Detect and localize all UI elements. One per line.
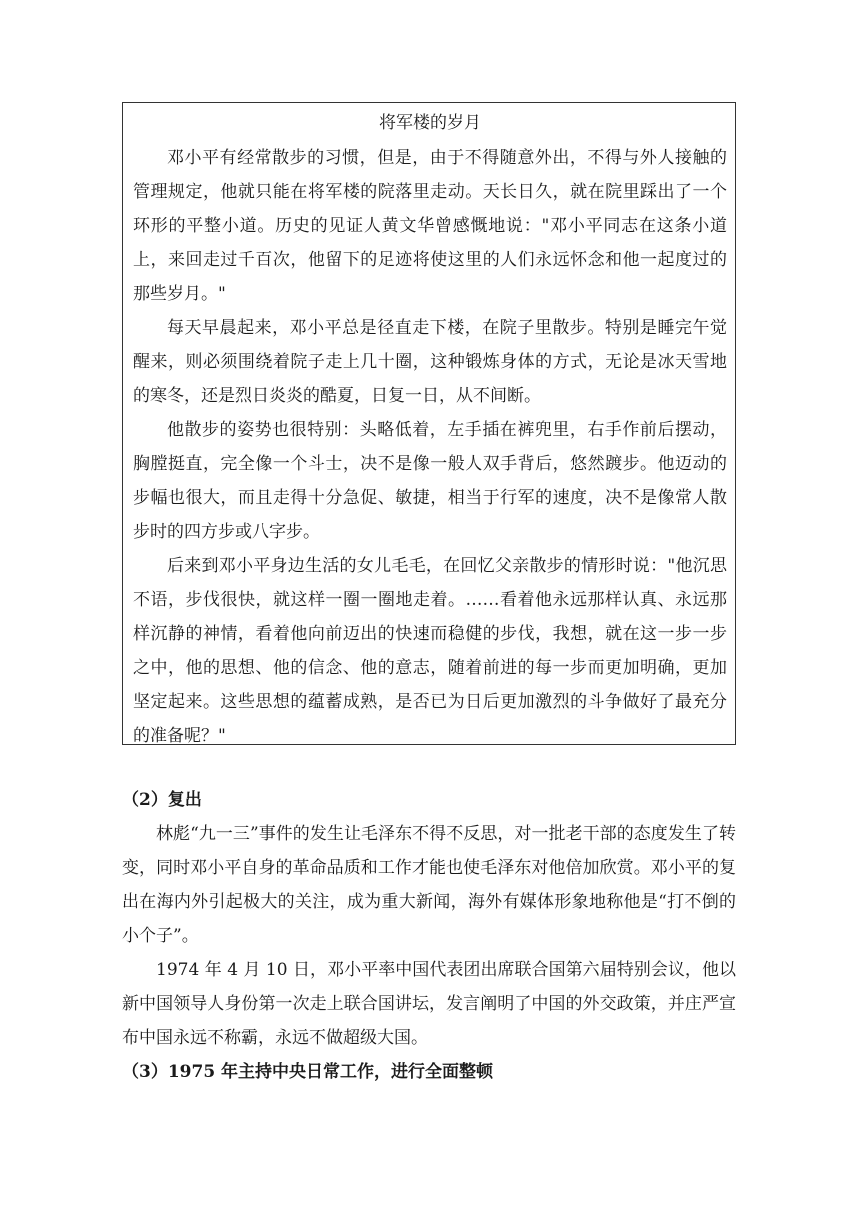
section-2-paragraph-1: 林彪“九一三”事件的发生让毛泽东不得不反思，对一批老干部的态度发生了转变，同时邓小平自身的革命品质和工作才能也使毛泽东对他倍加欣赏。邓小平的复出在海内外引起极大的关注，成为重大新闻，海外有媒体形象地称他是“打不倒的小个子”。 — [122, 824, 736, 946]
section-2-heading: （2）复出 — [122, 790, 202, 810]
section-2-paragraph-2: 1974 年 4 月 10 日，邓小平率中国代表团出席联合国第六届特别会议，他以新中国领导人身份第一次走上联合国讲坛，发言阐明了中国的外交政策，并庄严宣布中国永远不称霸，永远不做超级大国。 — [122, 960, 736, 1048]
box-paragraph-3: 他散步的姿势也很特别：头略低着，左手插在裤兜里，右手作前后摆动，胸膛挺直，完全像一个斗士，决不是像一般人双手背后，悠然踱步。他迈动的步幅也很大，而且走得十分急促、敏捷，相当于行军的速度，决不是像常人散步时的四方步或八字步。 — [133, 420, 727, 542]
sidebar-box — [122, 102, 736, 745]
box-paragraph-1: 邓小平有经常散步的习惯，但是，由于不得随意外出，不得与外人接触的管理规定，他就只能在将军楼的院落里走动。天长日久，就在院里踩出了一个环形的平整小道。历史的见证人黄文华曾感慨地说："邓小平同志在这条小道上，来回走过千百次，他留下的足迹将使这里的人们永远怀念和他一起度过的那些岁月。" — [133, 148, 727, 304]
box-paragraph-2: 每天早晨起来，邓小平总是径直走下楼，在院子里散步。特别是睡完午觉醒来，则必须围绕着院子走上几十圈，这种锻炼身体的方式，无论是冰天雪地的寒冬，还是烈日炎炎的酷夏，日复一日，从不间断。 — [133, 318, 727, 406]
box-paragraph-4: 后来到邓小平身边生活的女儿毛毛，在回忆父亲散步的情形时说："他沉思不语，步伐很快，就这样一圈一圈地走着。……看着他永远那样认真、永远那样沉静的神情，看着他向前迈出的快速而稳健的步伐，我想，就在这一步一步之中，他的思想、他的信念、他的意志，随着前进的每一步而更加明确，更加坚定起来。这些思想的蕴蓄成熟，是否已为日后更加激烈的斗争做好了最充分的准备呢？" — [133, 556, 727, 746]
main-content — [122, 783, 736, 1089]
box-title: 将军楼的岁月 — [379, 113, 481, 133]
section-3-heading: （3）1975 年主持中央日常工作，进行全面整顿 — [122, 1062, 494, 1082]
